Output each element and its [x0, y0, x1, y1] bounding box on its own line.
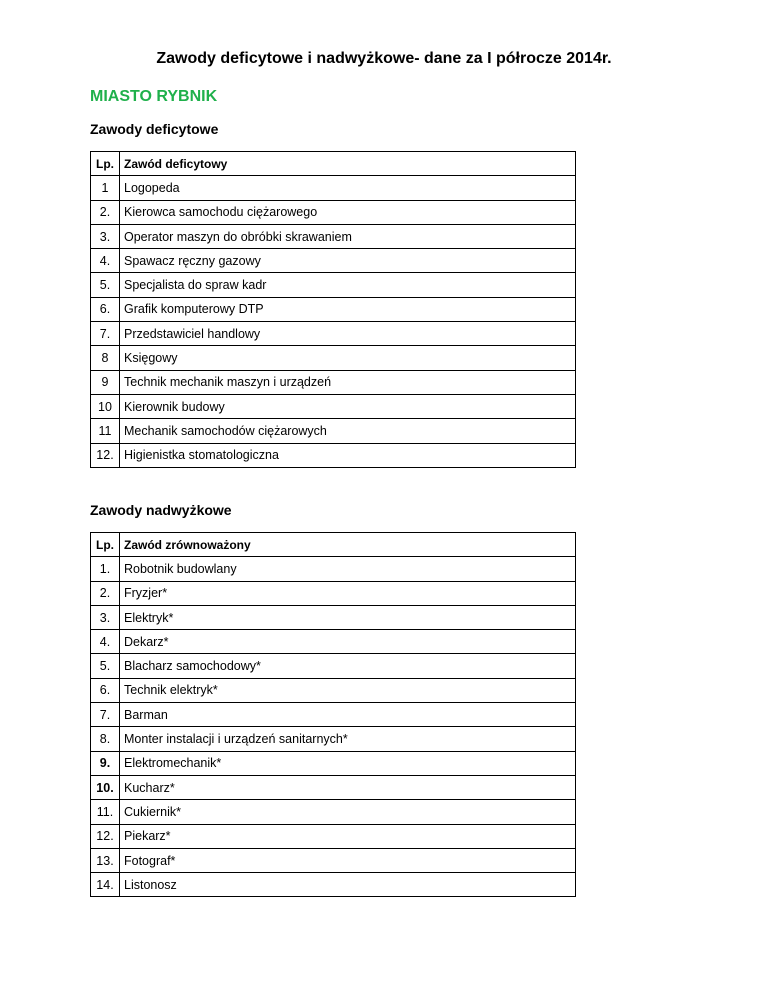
table-row [91, 176, 576, 200]
table-row [91, 751, 576, 775]
occupation-name: Barman [120, 703, 576, 727]
occupation-name: Technik elektryk* [120, 678, 576, 702]
table-row [91, 419, 576, 443]
row-number: 14. [91, 873, 120, 897]
occupation-name: Cukiernik* [120, 800, 576, 824]
header-occupation: Zawód deficytowy [120, 152, 576, 176]
table-row [91, 322, 576, 346]
header-lp: Lp. [91, 533, 120, 557]
table-row [91, 630, 576, 654]
table-header-row [91, 533, 576, 557]
table-row [91, 346, 576, 370]
row-number: 1. [91, 557, 120, 581]
row-number: 5. [91, 654, 120, 678]
row-number: 4. [91, 630, 120, 654]
table-row [91, 249, 576, 273]
occupation-name: Blacharz samochodowy* [120, 654, 576, 678]
table-row [91, 605, 576, 629]
occupation-name: Fotograf* [120, 848, 576, 872]
row-number: 2. [91, 200, 120, 224]
table-row [91, 824, 576, 848]
row-number: 6. [91, 297, 120, 321]
deficit-section-heading: Zawody deficytowe [90, 121, 219, 137]
table-row [91, 297, 576, 321]
row-number: 12. [91, 824, 120, 848]
row-number: 8. [91, 727, 120, 751]
header-lp: Lp. [91, 152, 120, 176]
table-row [91, 557, 576, 581]
occupation-name: Elektryk* [120, 605, 576, 629]
occupation-name: Operator maszyn do obróbki skrawaniem [120, 224, 576, 248]
row-number: 13. [91, 848, 120, 872]
page-title: Zawody deficytowe i nadwyżkowe- dane za I półrocze 2014r. [156, 50, 612, 67]
row-number: 11. [91, 800, 120, 824]
occupation-name: Fryzjer* [120, 581, 576, 605]
table-header-row [91, 152, 576, 176]
occupation-name: Elektromechanik* [120, 751, 576, 775]
row-number: 1 [91, 176, 120, 200]
occupation-name: Listonosz [120, 873, 576, 897]
occupation-name: Przedstawiciel handlowy [120, 322, 576, 346]
table-row [91, 775, 576, 799]
occupation-name: Higienistka stomatologiczna [120, 443, 576, 467]
row-number: 10. [91, 775, 120, 799]
row-number: 8 [91, 346, 120, 370]
table-row [91, 200, 576, 224]
occupation-name: Kierownik budowy [120, 394, 576, 418]
table-row [91, 848, 576, 872]
table-row [91, 873, 576, 897]
table-row [91, 224, 576, 248]
row-number: 9. [91, 751, 120, 775]
row-number: 7. [91, 322, 120, 346]
table-row [91, 678, 576, 702]
table-row [91, 443, 576, 467]
occupation-name: Spawacz ręczny gazowy [120, 249, 576, 273]
row-number: 11 [91, 419, 120, 443]
header-occupation: Zawód zrównoważony [120, 533, 576, 557]
table-row [91, 581, 576, 605]
occupation-name: Technik mechanik maszyn i urządzeń [120, 370, 576, 394]
occupation-name: Mechanik samochodów ciężarowych [120, 419, 576, 443]
table-row [91, 394, 576, 418]
row-number: 3. [91, 605, 120, 629]
row-number: 6. [91, 678, 120, 702]
occupation-name: Kierowca samochodu ciężarowego [120, 200, 576, 224]
occupation-name: Specjalista do spraw kadr [120, 273, 576, 297]
surplus-section-heading: Zawody nadwyżkowe [90, 502, 232, 518]
occupation-name: Piekarz* [120, 824, 576, 848]
table-row [91, 370, 576, 394]
row-number: 7. [91, 703, 120, 727]
row-number: 9 [91, 370, 120, 394]
occupation-name: Logopeda [120, 176, 576, 200]
row-number: 5. [91, 273, 120, 297]
occupation-name: Monter instalacji i urządzeń sanitarnych* [120, 727, 576, 751]
occupation-name: Kucharz* [120, 775, 576, 799]
row-number: 12. [91, 443, 120, 467]
table-row [91, 273, 576, 297]
occupation-name: Dekarz* [120, 630, 576, 654]
table-row [91, 703, 576, 727]
table-row [91, 654, 576, 678]
row-number: 3. [91, 224, 120, 248]
occupation-name: Robotnik budowlany [120, 557, 576, 581]
occupation-name: Grafik komputerowy DTP [120, 297, 576, 321]
row-number: 10 [91, 394, 120, 418]
deficit-table [90, 151, 576, 468]
occupation-name: Księgowy [120, 346, 576, 370]
table-row [91, 800, 576, 824]
table-row [91, 727, 576, 751]
row-number: 2. [91, 581, 120, 605]
surplus-table [90, 532, 576, 897]
city-heading: MIASTO RYBNIK [90, 88, 218, 105]
row-number: 4. [91, 249, 120, 273]
